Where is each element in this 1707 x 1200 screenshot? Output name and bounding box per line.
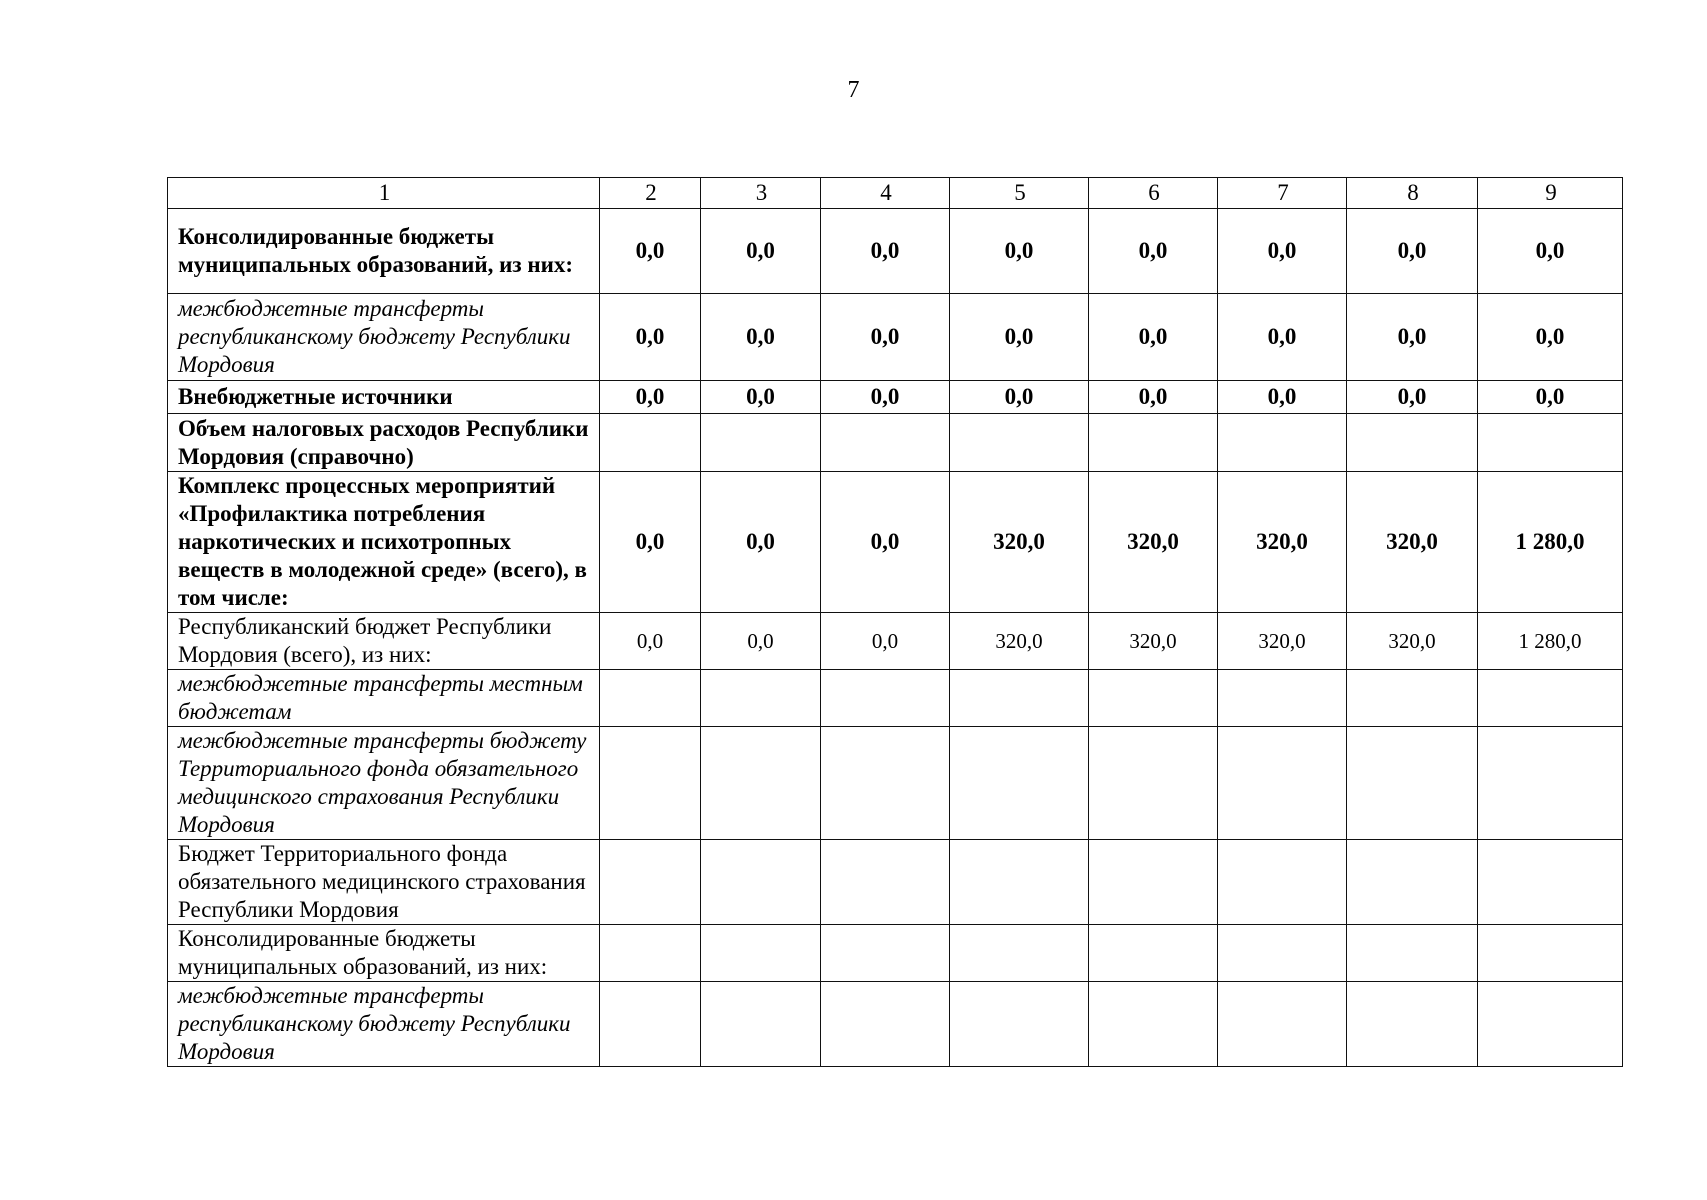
value-cell: [1478, 840, 1623, 925]
value-cell: 320,0: [1218, 472, 1347, 613]
column-header: 9: [1478, 178, 1623, 209]
value-cell: [950, 925, 1089, 982]
value-cell: 0,0: [950, 381, 1089, 414]
value-cell: [1478, 727, 1623, 840]
value-cell: [1478, 982, 1623, 1067]
value-cell: 0,0: [821, 381, 950, 414]
value-cell: [1347, 670, 1478, 727]
column-header: 2: [600, 178, 701, 209]
budget-table: [167, 177, 1623, 1067]
value-cell: [821, 982, 950, 1067]
value-cell: [1478, 925, 1623, 982]
value-cell: 0,0: [701, 209, 821, 294]
table-row: [168, 670, 1623, 727]
table-row: [168, 840, 1623, 925]
value-cell: 1 280,0: [1478, 472, 1623, 613]
value-cell: 0,0: [600, 613, 701, 670]
table-row: [168, 727, 1623, 840]
value-cell: 0,0: [701, 613, 821, 670]
value-cell: 0,0: [1478, 209, 1623, 294]
value-cell: [1218, 670, 1347, 727]
row-label: межбюджетные трансферты республиканскому бюджету Республики Мордовия: [168, 982, 600, 1067]
value-cell: [600, 670, 701, 727]
value-cell: 320,0: [950, 613, 1089, 670]
value-cell: 1 280,0: [1478, 613, 1623, 670]
value-cell: 0,0: [1218, 294, 1347, 381]
value-cell: [950, 670, 1089, 727]
table-row: [168, 294, 1623, 381]
value-cell: [821, 840, 950, 925]
row-label: Внебюджетные источники: [168, 381, 600, 414]
value-cell: [821, 414, 950, 472]
column-header: 6: [1089, 178, 1218, 209]
value-cell: 0,0: [1478, 381, 1623, 414]
value-cell: [600, 925, 701, 982]
column-header: 7: [1218, 178, 1347, 209]
value-cell: [701, 727, 821, 840]
value-cell: 0,0: [701, 294, 821, 381]
value-cell: [701, 982, 821, 1067]
table-row: [168, 613, 1623, 670]
value-cell: [1347, 982, 1478, 1067]
value-cell: [950, 414, 1089, 472]
value-cell: [1218, 925, 1347, 982]
value-cell: 320,0: [950, 472, 1089, 613]
column-header: 5: [950, 178, 1089, 209]
value-cell: [701, 670, 821, 727]
value-cell: [600, 840, 701, 925]
value-cell: 320,0: [1089, 472, 1218, 613]
value-cell: 0,0: [600, 472, 701, 613]
value-cell: [1478, 670, 1623, 727]
value-cell: 0,0: [1347, 381, 1478, 414]
page-number: 7: [847, 77, 860, 103]
value-cell: [600, 414, 701, 472]
table-row: [168, 982, 1623, 1067]
value-cell: 0,0: [701, 472, 821, 613]
value-cell: 0,0: [600, 381, 701, 414]
value-cell: [821, 670, 950, 727]
value-cell: 320,0: [1347, 613, 1478, 670]
value-cell: 0,0: [821, 209, 950, 294]
value-cell: 0,0: [950, 209, 1089, 294]
value-cell: [1218, 414, 1347, 472]
value-cell: 0,0: [1347, 294, 1478, 381]
row-label: Комплекс процессных мероприятий «Профилактика потребления наркотических и психотропных веществ в молодежной среде» (всего), в том числе:: [168, 472, 600, 613]
value-cell: [1347, 840, 1478, 925]
table-row: [168, 925, 1623, 982]
value-cell: 320,0: [1218, 613, 1347, 670]
row-label: Консолидированные бюджеты муниципальных образований, из них:: [168, 925, 600, 982]
value-cell: [1089, 670, 1218, 727]
row-label: Объем налоговых расходов Республики Мордовия (справочно): [168, 414, 600, 472]
value-cell: [821, 727, 950, 840]
value-cell: 0,0: [1218, 381, 1347, 414]
table-row: [168, 381, 1623, 414]
column-header: 8: [1347, 178, 1478, 209]
value-cell: 0,0: [821, 472, 950, 613]
value-cell: [950, 727, 1089, 840]
value-cell: [1218, 982, 1347, 1067]
value-cell: 320,0: [1089, 613, 1218, 670]
value-cell: [1089, 414, 1218, 472]
value-cell: 0,0: [821, 613, 950, 670]
value-cell: 0,0: [600, 294, 701, 381]
value-cell: [950, 840, 1089, 925]
row-label: межбюджетные трансферты республиканскому бюджету Республики Мордовия: [168, 294, 600, 381]
value-cell: 320,0: [1347, 472, 1478, 613]
table-row: [168, 414, 1623, 472]
row-label: межбюджетные трансферты местным бюджетам: [168, 670, 600, 727]
value-cell: [821, 925, 950, 982]
column-number-row: [168, 178, 1623, 209]
row-label: Бюджет Территориального фонда обязательного медицинского страхования Республики Мордовия: [168, 840, 600, 925]
value-cell: [701, 925, 821, 982]
value-cell: [1089, 727, 1218, 840]
value-cell: [600, 727, 701, 840]
value-cell: [600, 982, 701, 1067]
value-cell: [950, 982, 1089, 1067]
value-cell: 0,0: [950, 294, 1089, 381]
value-cell: [1089, 840, 1218, 925]
value-cell: 0,0: [600, 209, 701, 294]
value-cell: 0,0: [1347, 209, 1478, 294]
row-label: межбюджетные трансферты бюджету Территориального фонда обязательного медицинского страхования Республики Мордовия: [168, 727, 600, 840]
value-cell: [1218, 840, 1347, 925]
table-row: [168, 209, 1623, 294]
row-label: Консолидированные бюджеты муниципальных образований, из них:: [168, 209, 600, 294]
table-row: [168, 472, 1623, 613]
row-label: Республиканский бюджет Республики Мордовия (всего), из них:: [168, 613, 600, 670]
value-cell: [1478, 414, 1623, 472]
column-header: 3: [701, 178, 821, 209]
column-header: 1: [168, 178, 600, 209]
value-cell: 0,0: [1089, 209, 1218, 294]
value-cell: 0,0: [1089, 294, 1218, 381]
value-cell: [1347, 727, 1478, 840]
value-cell: [701, 840, 821, 925]
column-header: 4: [821, 178, 950, 209]
value-cell: [1218, 727, 1347, 840]
value-cell: 0,0: [1089, 381, 1218, 414]
value-cell: [1089, 982, 1218, 1067]
value-cell: [1347, 925, 1478, 982]
value-cell: 0,0: [1218, 209, 1347, 294]
value-cell: 0,0: [1478, 294, 1623, 381]
value-cell: 0,0: [821, 294, 950, 381]
value-cell: [701, 414, 821, 472]
value-cell: [1347, 414, 1478, 472]
value-cell: [1089, 925, 1218, 982]
value-cell: 0,0: [701, 381, 821, 414]
